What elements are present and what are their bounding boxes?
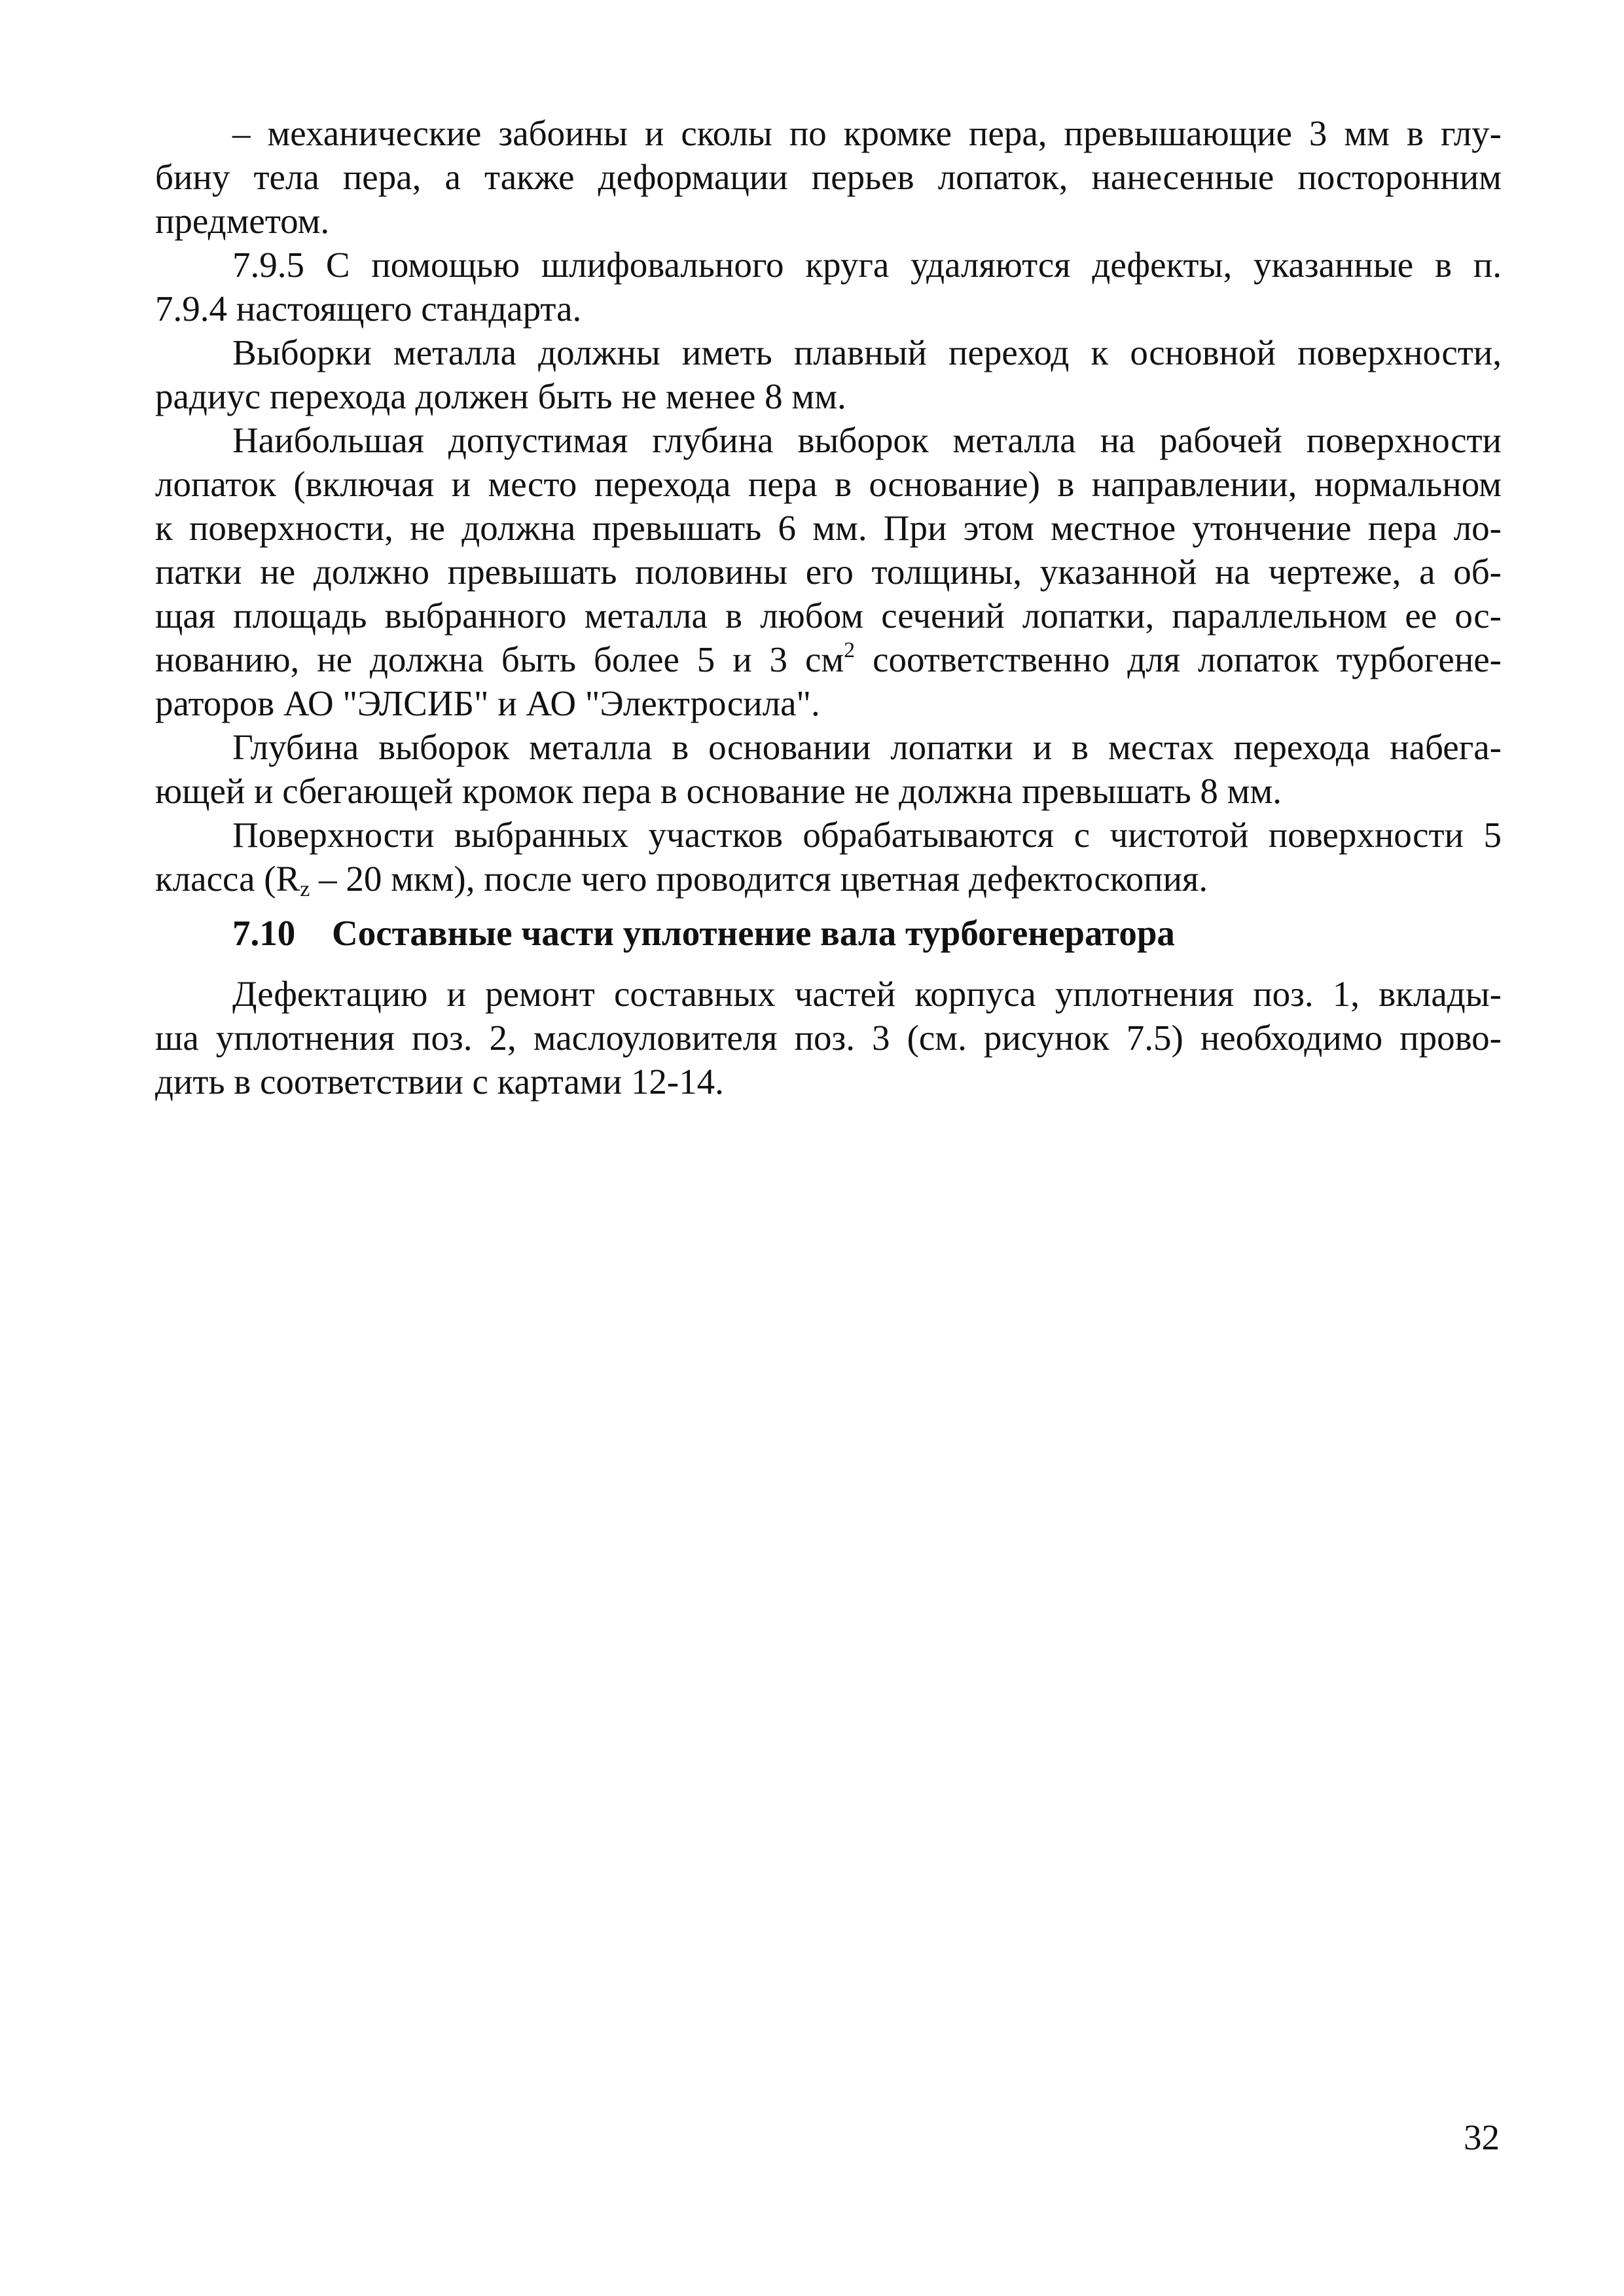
- section-number: 7.10: [232, 913, 296, 953]
- text-line: к поверхности, не должна превышать 6 мм. При этом местное утончение пера ло-: [155, 508, 1502, 548]
- page-number: 32: [1464, 2117, 1500, 2157]
- superscript: 2: [844, 638, 856, 662]
- text-span: – 20 мкм), после чего проводится цветная дефектоскопия.: [310, 859, 1208, 899]
- text-line: 7.9.5 С помощью шлифовального круга удаляются дефекты, указанные в п.: [232, 245, 1502, 285]
- section-title: Составные части уплотнение вала турбогенератора: [332, 913, 1175, 953]
- text-line: предметом.: [155, 201, 330, 241]
- text-line: лопаток (включая и место перехода пера в основание) в направлении, нормальном: [155, 464, 1502, 504]
- text-line: Дефектацию и ремонт составных частей корпуса уплотнения поз. 1, вклады-: [232, 974, 1502, 1014]
- text-line: 7.9.4 настоящего стандарта.: [155, 289, 582, 329]
- text-line: – механические забоины и сколы по кромке пера, превышающие 3 мм в глу-: [232, 113, 1502, 153]
- text-line: радиус перехода должен быть не менее 8 мм.: [155, 376, 846, 416]
- text-line: щая площадь выбранного металла в любом сечений лопатки, параллельном ее ос-: [155, 596, 1502, 636]
- text-span: класса (R: [155, 859, 300, 899]
- text-line: бину тела пера, а также деформации перьев лопаток, нанесенные посторонним: [155, 157, 1502, 197]
- text-line: ша уплотнения поз. 2, маслоуловителя поз. 3 (см. рисунок 7.5) необходимо прово-: [155, 1018, 1502, 1058]
- text-line: Наибольшая допустимая глубина выборок металла на рабочей поверхности: [232, 420, 1502, 460]
- text-line: Поверхности выбранных участков обрабатываются с чистотой поверхности 5: [232, 815, 1502, 855]
- text-line: дить в соответствии с картами 12-14.: [155, 1062, 724, 1102]
- text-line: Выборки металла должны иметь плавный переход к основной поверхности,: [232, 332, 1502, 372]
- text-line: [155, 637, 1502, 681]
- text-line: Глубина выборок металла в основании лопатки и в местах перехода набега-: [232, 727, 1502, 767]
- subscript: z: [300, 877, 310, 901]
- text-line: [155, 857, 1502, 901]
- document-page: [155, 111, 1502, 1103]
- text-line: патки не должно превышать половины его толщины, указанной на чертеже, а об-: [155, 552, 1502, 592]
- section-heading: [155, 911, 1502, 955]
- text-span: нованию, не должна быть более 5 и 3 см: [155, 639, 844, 679]
- text-line: раторов АО "ЭЛСИБ" и АО "Электросила".: [155, 683, 820, 723]
- text-span: соответственно для лопаток турбогене-: [855, 639, 1502, 679]
- text-line: ющей и сбегающей кромок пера в основание не должна превышать 8 мм.: [155, 771, 1282, 811]
